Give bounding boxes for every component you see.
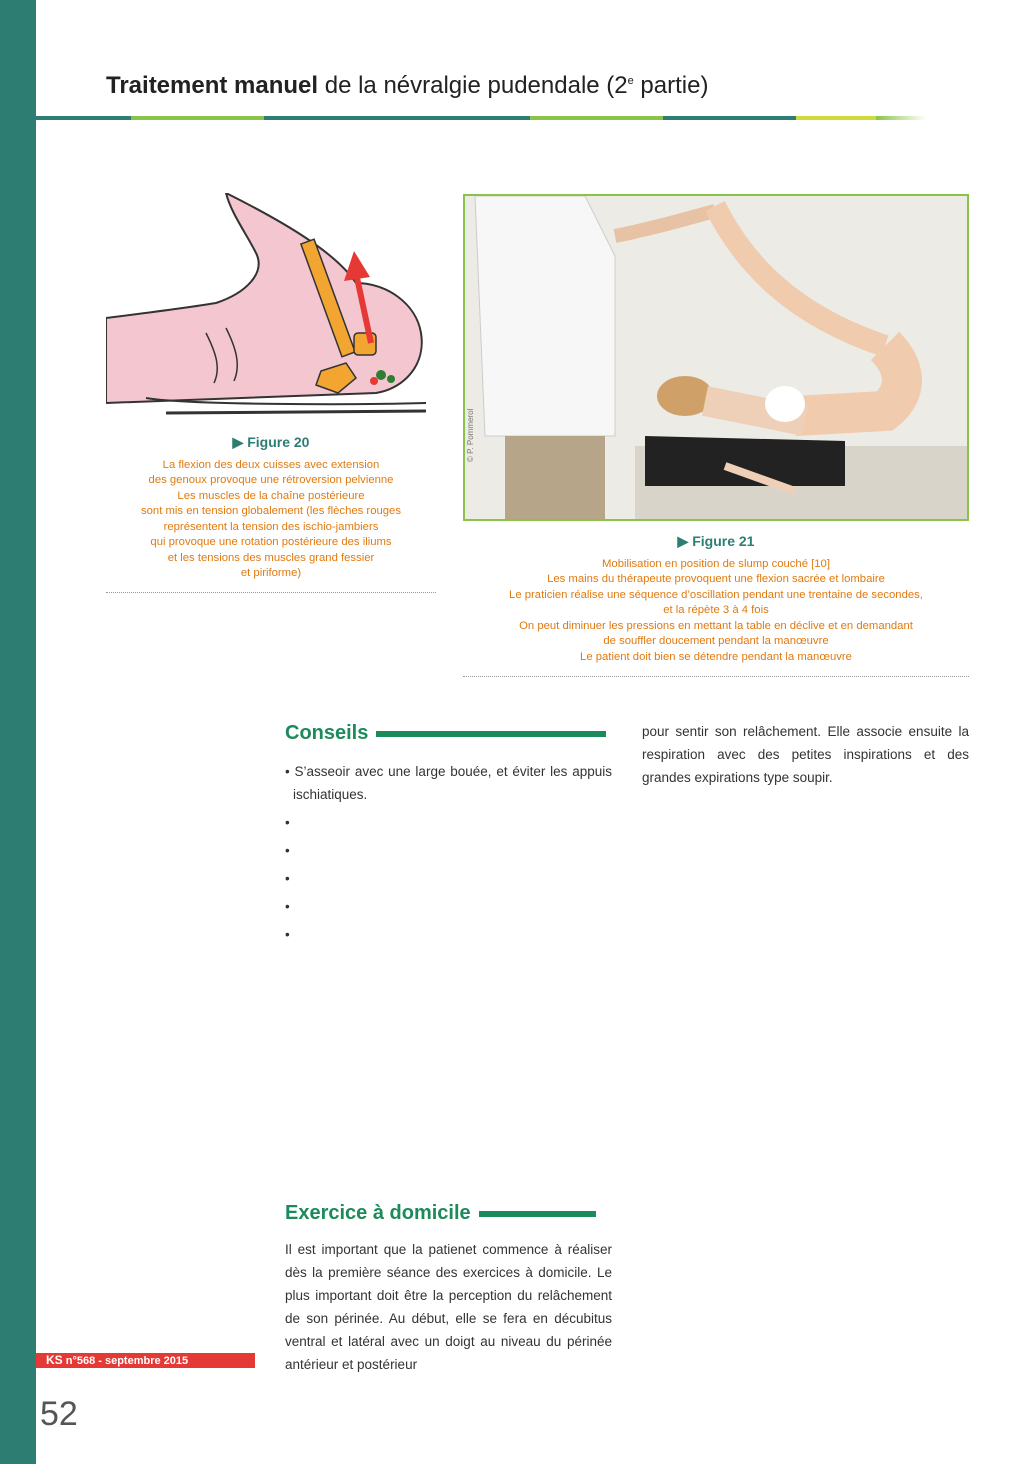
list-item <box>285 923 612 946</box>
caption-line: On peut diminuer les pressions en mettant la table en déclive et en demandant <box>519 619 913 632</box>
figure-21-caption <box>463 534 969 665</box>
caption-line: des genoux provoque une rétroversion pelvienne <box>148 474 394 486</box>
list-item <box>285 867 612 890</box>
exercice-heading: Exercice à domicile <box>285 1202 596 1225</box>
caption-line: Les mains du thérapeute provoquent une flexion sacrée et lombaire <box>547 573 885 585</box>
paragraph: pour sentir son relâchement. Elle associe ensuite la respiration avec des petites inspirations et des grandes expirations type soupir. <box>642 724 969 785</box>
heading-bar <box>376 731 606 737</box>
list-item <box>285 895 612 918</box>
divider <box>106 592 436 593</box>
caption-line: Le patient doit bien se détendre pendant la manœuvre <box>580 650 852 663</box>
caption-line: Le praticien réalise une séquence d’oscillation pendant une trentaine de secondes, <box>509 588 923 601</box>
conseils-list <box>285 760 612 951</box>
caption-line: La flexion des deux cuisses avec extension <box>162 458 380 471</box>
sidebar-band <box>0 0 36 1464</box>
caption-line: représentent la tension des ischio-jambiers <box>163 520 379 533</box>
page-title: Traitement manuel de la névralgie pudendale (2e partie) <box>106 72 709 99</box>
header-rule <box>36 116 926 120</box>
caption-line: de souffler doucement pendant la manœuvre <box>603 635 829 647</box>
page-number: 52 <box>40 1395 78 1433</box>
paragraph: Il est important que la patienet commence à réaliser dès la première séance des exercices à domicile. Le plus important doit être la perception du relâchement de son périnée. Au début, elle se fera en décubitus ventral et latéral avec un doigt au niveau du périnée antérieur et postérieur <box>285 1242 612 1372</box>
caption-line: et piriforme) <box>240 567 302 579</box>
figure-20-illustration <box>106 193 436 425</box>
figure-21-label: ▶ Figure 21 <box>677 533 755 549</box>
exercice-text <box>285 1238 612 1385</box>
caption-line: Mobilisation en position de slump couché [10] <box>602 557 830 570</box>
divider <box>463 676 969 677</box>
list-item: • S’asseoir avec une large bouée, et éviter les appuis ischiatiques. <box>285 760 612 806</box>
photo-credit: © P. Pommerol <box>466 408 475 462</box>
figure-20-label: ▶ Figure 20 <box>232 434 310 450</box>
right-column <box>642 720 969 798</box>
issue-badge: KS n°568 - septembre 2015 <box>36 1353 255 1368</box>
list-item <box>285 839 612 862</box>
heading-bar <box>479 1211 596 1217</box>
caption-line: sont mis en tension globalement (les flèches rouges <box>141 505 401 517</box>
figure-20-caption <box>106 435 436 582</box>
caption-line: et la répète 3 à 4 fois <box>663 604 769 616</box>
caption-line: et les tensions des muscles grand fessier <box>167 551 375 564</box>
caption-line: qui provoque une rotation postérieure des iliums <box>150 536 392 548</box>
list-item <box>285 811 612 834</box>
conseils-heading: Conseils <box>285 722 606 745</box>
caption-line: Les muscles de la chaîne postérieure <box>177 489 365 502</box>
figure-21-photo <box>463 194 969 521</box>
